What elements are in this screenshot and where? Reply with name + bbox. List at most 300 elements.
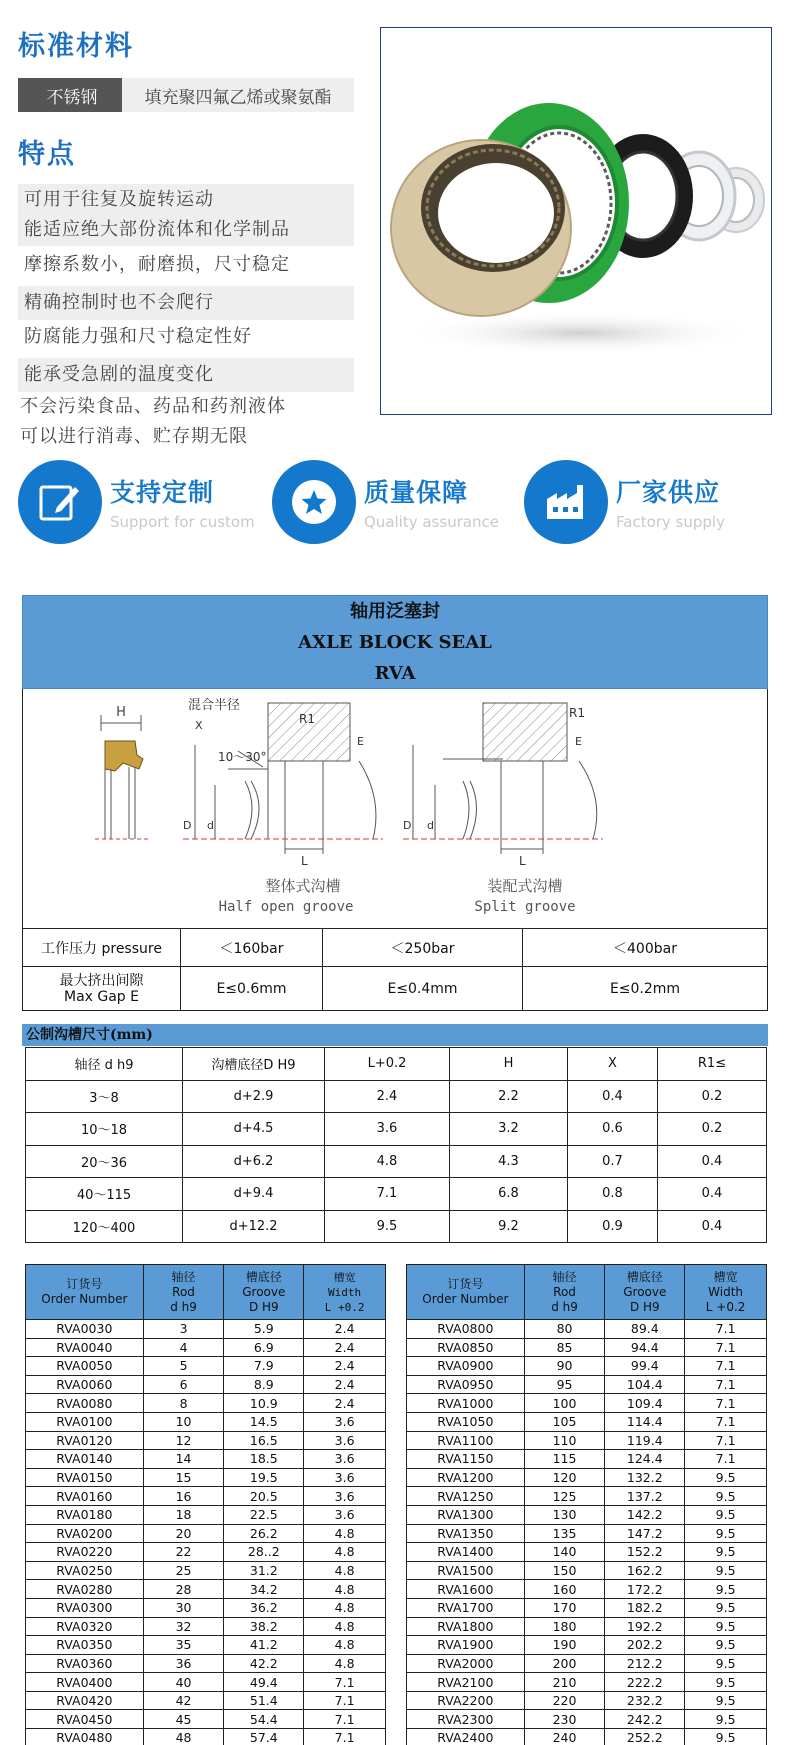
table-cell: 109.4 bbox=[605, 1394, 685, 1413]
table-row bbox=[26, 1636, 386, 1655]
header-line: Width bbox=[708, 1284, 744, 1299]
table-cell: 45 bbox=[143, 1710, 224, 1729]
table-cell: 120 bbox=[524, 1468, 605, 1487]
seal-rings-image bbox=[381, 28, 772, 415]
table-row bbox=[407, 1710, 767, 1729]
table-cell: 3.6 bbox=[304, 1450, 386, 1469]
header-line: 槽底径 bbox=[245, 1269, 282, 1284]
feature-item: 可用于往复及旋转运动 bbox=[24, 189, 214, 210]
table-cell: 2.4 bbox=[304, 1338, 386, 1357]
table-cell: 7.1 bbox=[304, 1691, 386, 1710]
table-row bbox=[407, 1673, 767, 1692]
header-line: Groove bbox=[623, 1284, 667, 1299]
table-row bbox=[407, 1561, 767, 1580]
label-d-upper-right: D bbox=[403, 819, 412, 832]
table-cell: 9.5 bbox=[685, 1617, 767, 1636]
column-header-order-number bbox=[26, 1265, 144, 1320]
table-cell: 2.4 bbox=[304, 1375, 386, 1394]
table-cell: 4.8 bbox=[304, 1524, 386, 1543]
label-h: H bbox=[116, 705, 126, 720]
label-l-right: L bbox=[519, 854, 526, 868]
column-header-width bbox=[304, 1265, 386, 1320]
column-header: X bbox=[568, 1048, 658, 1081]
table-row bbox=[26, 1561, 386, 1580]
table-cell: 0.4 bbox=[658, 1178, 767, 1211]
table-cell: 32 bbox=[143, 1617, 224, 1636]
table-cell: 4.8 bbox=[304, 1654, 386, 1673]
order-number-cell: RVA2100 bbox=[407, 1673, 525, 1692]
table-row bbox=[407, 1654, 767, 1673]
table-cell: 0.7 bbox=[568, 1145, 658, 1178]
groove1-name-cn: 整体式沟槽 bbox=[265, 877, 341, 895]
table-cell: 38.2 bbox=[224, 1617, 304, 1636]
table-cell: 90 bbox=[524, 1357, 605, 1376]
order-number-cell: RVA2400 bbox=[407, 1729, 525, 1745]
seal-title-en: AXLE BLOCK SEAL bbox=[298, 632, 492, 653]
table-cell: d+12.2 bbox=[183, 1210, 325, 1243]
table-cell: 9.5 bbox=[685, 1505, 767, 1524]
label-e-right: E bbox=[575, 735, 582, 748]
table-row bbox=[26, 1710, 386, 1729]
order-number-cell: RVA1350 bbox=[407, 1524, 525, 1543]
table-cell: 25 bbox=[143, 1561, 224, 1580]
table-row bbox=[26, 1338, 386, 1357]
order-number-cell: RVA1300 bbox=[407, 1505, 525, 1524]
tan-ring bbox=[391, 140, 571, 316]
header-line: Order Number bbox=[422, 1292, 509, 1306]
header-line: d h9 bbox=[170, 1299, 197, 1314]
table-row bbox=[407, 1691, 767, 1710]
table-row bbox=[26, 1210, 767, 1243]
order-number-cell: RVA1100 bbox=[407, 1431, 525, 1450]
table-cell: 0.2 bbox=[658, 1113, 767, 1146]
table-cell: 3.6 bbox=[325, 1113, 450, 1146]
feature-group-5 bbox=[18, 358, 354, 392]
table-cell: 9.5 bbox=[685, 1636, 767, 1655]
order-number-cell: RVA1200 bbox=[407, 1468, 525, 1487]
table-cell: 7.1 bbox=[685, 1320, 767, 1339]
table-cell: 4 bbox=[143, 1338, 224, 1357]
column-header: H bbox=[450, 1048, 568, 1081]
badge-quality-subtitle: Quality assurance bbox=[364, 513, 500, 531]
table-cell: 94.4 bbox=[605, 1338, 685, 1357]
header-line: 订货号 bbox=[447, 1277, 484, 1291]
header-line: L +0.2 bbox=[324, 1300, 365, 1314]
table-row bbox=[407, 1375, 767, 1394]
badge-quality bbox=[272, 460, 499, 544]
table-cell: 7.1 bbox=[685, 1431, 767, 1450]
table-cell: 9.5 bbox=[685, 1487, 767, 1506]
table-row bbox=[407, 1320, 767, 1339]
table-cell: 0.8 bbox=[568, 1178, 658, 1211]
header-line: D H9 bbox=[248, 1299, 279, 1314]
badge-factory bbox=[524, 460, 725, 544]
label-d-lower-right: d bbox=[427, 819, 434, 832]
badge-quality-title: 质量保障 bbox=[364, 478, 469, 507]
table-row bbox=[407, 1338, 767, 1357]
header-line: Rod bbox=[553, 1284, 576, 1299]
order-table-left bbox=[25, 1264, 386, 1745]
table-cell: d+9.4 bbox=[183, 1178, 325, 1211]
column-header: R1≤ bbox=[658, 1048, 767, 1081]
table-cell: 0.2 bbox=[658, 1080, 767, 1113]
table-cell: 99.4 bbox=[605, 1357, 685, 1376]
table-cell: 105 bbox=[524, 1412, 605, 1431]
table-cell: 26.2 bbox=[224, 1524, 304, 1543]
header-line: Order Number bbox=[41, 1292, 128, 1306]
table-cell: 30 bbox=[143, 1598, 224, 1617]
table-cell: 80 bbox=[524, 1320, 605, 1339]
order-number-cell: RVA0220 bbox=[26, 1543, 144, 1562]
table-cell: 9.5 bbox=[685, 1691, 767, 1710]
table-cell: 3.6 bbox=[304, 1487, 386, 1506]
table-cell: 160 bbox=[524, 1580, 605, 1599]
pressure-value: ＜250bar bbox=[323, 929, 523, 967]
order-number-cell: RVA1500 bbox=[407, 1561, 525, 1580]
table-cell: 2.4 bbox=[304, 1394, 386, 1413]
order-number-cell: RVA0140 bbox=[26, 1450, 144, 1469]
order-number-cell: RVA0040 bbox=[26, 1338, 144, 1357]
table-cell: 57.4 bbox=[224, 1729, 304, 1745]
table-row bbox=[26, 1113, 767, 1146]
header-line: d h9 bbox=[551, 1299, 578, 1314]
table-header-row bbox=[407, 1265, 767, 1320]
table-cell: 4.8 bbox=[304, 1580, 386, 1599]
table-row bbox=[407, 1450, 767, 1469]
table-cell: 28..2 bbox=[224, 1543, 304, 1562]
table-cell: 4.8 bbox=[304, 1543, 386, 1562]
order-number-cell: RVA1900 bbox=[407, 1636, 525, 1655]
table-cell: 16 bbox=[143, 1487, 224, 1506]
table-cell: 20～36 bbox=[26, 1145, 183, 1178]
table-cell: 10.9 bbox=[224, 1394, 304, 1413]
order-number-cell: RVA0200 bbox=[26, 1524, 144, 1543]
table-row bbox=[26, 1357, 386, 1376]
label-e-left: E bbox=[357, 735, 364, 748]
label-x: X bbox=[195, 719, 203, 732]
badge-factory-subtitle: Factory supply bbox=[616, 513, 725, 531]
order-number-cell: RVA2000 bbox=[407, 1654, 525, 1673]
gap-value: E≤0.4mm bbox=[323, 967, 523, 1011]
feature-item: 摩擦系数小，耐磨损，尺寸稳定 bbox=[24, 254, 290, 275]
header-line: L +0.2 bbox=[705, 1299, 746, 1314]
table-cell: 114.4 bbox=[605, 1412, 685, 1431]
order-number-cell: RVA1600 bbox=[407, 1580, 525, 1599]
table-row bbox=[407, 1636, 767, 1655]
label-d-upper-left: D bbox=[183, 819, 192, 832]
table-cell: 15 bbox=[143, 1468, 224, 1487]
table-cell: 7.1 bbox=[685, 1450, 767, 1469]
table-cell: 54.4 bbox=[224, 1710, 304, 1729]
table-cell: 3.6 bbox=[304, 1431, 386, 1450]
table-cell: 4.8 bbox=[304, 1617, 386, 1636]
table-row bbox=[407, 1543, 767, 1562]
badge-custom-subtitle: Support for custom bbox=[110, 513, 255, 531]
table-cell: 152.2 bbox=[605, 1543, 685, 1562]
feature-item: 能承受急剧的温度变化 bbox=[24, 364, 214, 385]
table-cell: 10～18 bbox=[26, 1113, 183, 1146]
order-table-left-body bbox=[26, 1320, 386, 1745]
order-number-cell: RVA0400 bbox=[26, 1673, 144, 1692]
table-cell: 7.1 bbox=[304, 1710, 386, 1729]
order-number-cell: RVA1700 bbox=[407, 1598, 525, 1617]
label-d-lower-left: d bbox=[207, 819, 214, 832]
table-row bbox=[407, 1524, 767, 1543]
order-table-right bbox=[406, 1264, 767, 1745]
order-number-cell: RVA0350 bbox=[26, 1636, 144, 1655]
table-row bbox=[26, 1691, 386, 1710]
table-cell: d+6.2 bbox=[183, 1145, 325, 1178]
table-cell: 220 bbox=[524, 1691, 605, 1710]
order-number-cell: RVA0280 bbox=[26, 1580, 144, 1599]
table-cell: 119.4 bbox=[605, 1431, 685, 1450]
feature-item: 能适应绝大部份流体和化学制品 bbox=[24, 219, 290, 240]
table-cell: 230 bbox=[524, 1710, 605, 1729]
table-cell: 124.4 bbox=[605, 1450, 685, 1469]
table-cell: 0.9 bbox=[568, 1210, 658, 1243]
table-cell: 240 bbox=[524, 1729, 605, 1745]
table-row bbox=[26, 1450, 386, 1469]
table-row bbox=[26, 1598, 386, 1617]
table-cell: 150 bbox=[524, 1561, 605, 1580]
table-cell: 147.2 bbox=[605, 1524, 685, 1543]
star-badge-icon bbox=[272, 460, 356, 544]
table-cell: 162.2 bbox=[605, 1561, 685, 1580]
table-row bbox=[26, 1468, 386, 1487]
order-number-cell: RVA1150 bbox=[407, 1450, 525, 1469]
header-line: 订货号 bbox=[66, 1277, 103, 1291]
table-cell: 9.5 bbox=[325, 1210, 450, 1243]
table-cell: 222.2 bbox=[605, 1673, 685, 1692]
table-cell: 22 bbox=[143, 1543, 224, 1562]
table-cell: 9.5 bbox=[685, 1543, 767, 1562]
table-cell: 36.2 bbox=[224, 1598, 304, 1617]
table-cell: 2.4 bbox=[304, 1357, 386, 1376]
order-number-cell: RVA0050 bbox=[26, 1357, 144, 1376]
table-cell: 49.4 bbox=[224, 1673, 304, 1692]
order-number-cell: RVA0180 bbox=[26, 1505, 144, 1524]
table-row bbox=[407, 1580, 767, 1599]
features-title: 特点 bbox=[18, 139, 76, 170]
table-cell: 9.5 bbox=[685, 1654, 767, 1673]
badge-factory-title: 厂家供应 bbox=[616, 478, 721, 507]
column-header: 轴径 d h9 bbox=[26, 1048, 183, 1081]
feature-group-6 bbox=[18, 392, 354, 452]
table-cell: 8.9 bbox=[224, 1375, 304, 1394]
label-r1-right: R1 bbox=[569, 706, 585, 720]
table-cell: 5 bbox=[143, 1357, 224, 1376]
product-photo bbox=[380, 27, 772, 415]
table-row bbox=[26, 1729, 386, 1745]
table-cell: 14.5 bbox=[224, 1412, 304, 1431]
order-number-cell: RVA1800 bbox=[407, 1617, 525, 1636]
table-cell: 20.5 bbox=[224, 1487, 304, 1506]
table-cell: 85 bbox=[524, 1338, 605, 1357]
table-row bbox=[23, 967, 768, 1011]
material-stainless-steel: 不锈钢 bbox=[18, 78, 126, 112]
table-row bbox=[26, 1431, 386, 1450]
table-header-row bbox=[26, 1048, 767, 1081]
table-cell: 4.8 bbox=[304, 1598, 386, 1617]
groove2-name-en: Split groove bbox=[474, 899, 576, 915]
badge-custom-title: 支持定制 bbox=[110, 478, 215, 507]
table-cell: 89.4 bbox=[605, 1320, 685, 1339]
order-number-cell: RVA2200 bbox=[407, 1691, 525, 1710]
table-cell: 232.2 bbox=[605, 1691, 685, 1710]
table-cell: 110 bbox=[524, 1431, 605, 1450]
table-row bbox=[26, 1320, 386, 1339]
table-cell: 6.9 bbox=[224, 1338, 304, 1357]
metric-table-title: 公制沟槽尺寸(mm) bbox=[22, 1024, 768, 1046]
table-row bbox=[26, 1394, 386, 1413]
table-cell: 182.2 bbox=[605, 1598, 685, 1617]
table-row bbox=[26, 1080, 767, 1113]
table-cell: 192.2 bbox=[605, 1617, 685, 1636]
table-header-row bbox=[26, 1265, 386, 1320]
column-header-groove bbox=[224, 1265, 304, 1320]
table-cell: 48 bbox=[143, 1729, 224, 1745]
seal-model: RVA bbox=[374, 663, 416, 684]
column-header: L+0.2 bbox=[325, 1048, 450, 1081]
header-line: 槽宽 bbox=[333, 1270, 356, 1284]
table-cell: 9.5 bbox=[685, 1673, 767, 1692]
table-row bbox=[407, 1468, 767, 1487]
table-cell: 137.2 bbox=[605, 1487, 685, 1506]
table-cell: 2.4 bbox=[325, 1080, 450, 1113]
table-cell: 190 bbox=[524, 1636, 605, 1655]
order-number-cell: RVA1400 bbox=[407, 1543, 525, 1562]
table-cell: 22.5 bbox=[224, 1505, 304, 1524]
label-mixed-radius: 混合半径 bbox=[188, 698, 241, 713]
metric-table bbox=[25, 1047, 767, 1243]
order-number-cell: RVA0850 bbox=[407, 1338, 525, 1357]
groove-diagram bbox=[23, 689, 769, 929]
seal-cross-section bbox=[95, 715, 148, 839]
table-row bbox=[26, 1543, 386, 1562]
table-row bbox=[407, 1487, 767, 1506]
table-cell: 42 bbox=[143, 1691, 224, 1710]
table-cell: d+4.5 bbox=[183, 1113, 325, 1146]
order-number-cell: RVA0080 bbox=[26, 1394, 144, 1413]
table-cell: 40～115 bbox=[26, 1178, 183, 1211]
table-row bbox=[26, 1524, 386, 1543]
pressure-label: 工作压力 pressure bbox=[23, 929, 181, 967]
table-cell: 3～8 bbox=[26, 1080, 183, 1113]
table-cell: 172.2 bbox=[605, 1580, 685, 1599]
materials-title: 标准材料 bbox=[18, 31, 134, 62]
table-cell: 18 bbox=[143, 1505, 224, 1524]
table-cell: 2.2 bbox=[450, 1080, 568, 1113]
table-cell: 0.4 bbox=[568, 1080, 658, 1113]
table-row bbox=[26, 1145, 767, 1178]
table-cell: 5.9 bbox=[224, 1320, 304, 1339]
table-row bbox=[26, 1375, 386, 1394]
table-cell: 210 bbox=[524, 1673, 605, 1692]
gap-label-en: Max Gap E bbox=[63, 988, 139, 1005]
table-cell: 7.1 bbox=[685, 1338, 767, 1357]
table-cell: 9.5 bbox=[685, 1710, 767, 1729]
order-number-cell: RVA0950 bbox=[407, 1375, 525, 1394]
table-cell: 2.4 bbox=[304, 1320, 386, 1339]
groove-drawing bbox=[22, 689, 768, 929]
header-line: 槽宽 bbox=[713, 1269, 738, 1284]
label-r1-left: R1 bbox=[299, 712, 315, 726]
table-row bbox=[407, 1431, 767, 1450]
gap-value: E≤0.2mm bbox=[523, 967, 768, 1011]
table-row bbox=[26, 1505, 386, 1524]
table-cell: 34.2 bbox=[224, 1580, 304, 1599]
order-number-cell: RVA1000 bbox=[407, 1394, 525, 1413]
table-cell: 115 bbox=[524, 1450, 605, 1469]
groove2-name-cn: 装配式沟槽 bbox=[487, 877, 563, 895]
table-cell: 3.2 bbox=[450, 1113, 568, 1146]
table-cell: 7.1 bbox=[685, 1412, 767, 1431]
column-header-order-number bbox=[407, 1265, 525, 1320]
feature-item: 精确控制时也不会爬行 bbox=[24, 292, 214, 313]
table-row bbox=[26, 1487, 386, 1506]
factory-icon bbox=[524, 460, 608, 544]
table-row bbox=[407, 1357, 767, 1376]
gap-label-cn: 最大挤出间隙 bbox=[59, 972, 144, 989]
order-number-cell: RVA0360 bbox=[26, 1654, 144, 1673]
column-header-width bbox=[685, 1265, 767, 1320]
pressure-value: ＜160bar bbox=[181, 929, 323, 967]
header-line: 轴径 bbox=[171, 1269, 196, 1284]
header-line: Width bbox=[328, 1285, 362, 1299]
table-cell: 104.4 bbox=[605, 1375, 685, 1394]
pressure-table bbox=[22, 928, 768, 1011]
table-cell: 7.1 bbox=[304, 1729, 386, 1745]
table-cell: 9.2 bbox=[450, 1210, 568, 1243]
feature-group-1 bbox=[18, 184, 354, 246]
table-cell: 4.8 bbox=[325, 1145, 450, 1178]
header-line: 槽底径 bbox=[626, 1269, 663, 1284]
table-cell: 3.6 bbox=[304, 1468, 386, 1487]
order-number-cell: RVA0100 bbox=[26, 1412, 144, 1431]
table-cell: 3.6 bbox=[304, 1412, 386, 1431]
table-row bbox=[407, 1412, 767, 1431]
material-ptfe: 填充聚四氟乙烯或聚氨酯 bbox=[122, 78, 354, 112]
column-header: 沟槽底径D H9 bbox=[183, 1048, 325, 1081]
table-cell: 3.6 bbox=[304, 1505, 386, 1524]
table-cell: 170 bbox=[524, 1598, 605, 1617]
table-cell: 95 bbox=[524, 1375, 605, 1394]
table-cell: 180 bbox=[524, 1617, 605, 1636]
table-row bbox=[407, 1729, 767, 1745]
table-cell: 0.4 bbox=[658, 1210, 767, 1243]
order-number-cell: RVA0030 bbox=[26, 1320, 144, 1339]
table-cell: 142.2 bbox=[605, 1505, 685, 1524]
table-cell: 42.2 bbox=[224, 1654, 304, 1673]
order-number-cell: RVA0900 bbox=[407, 1357, 525, 1376]
table-row bbox=[26, 1412, 386, 1431]
table-cell: 9.5 bbox=[685, 1524, 767, 1543]
order-number-cell: RVA1250 bbox=[407, 1487, 525, 1506]
table-row bbox=[407, 1598, 767, 1617]
table-cell: 202.2 bbox=[605, 1636, 685, 1655]
order-number-cell: RVA0320 bbox=[26, 1617, 144, 1636]
table-cell: 140 bbox=[524, 1543, 605, 1562]
table-cell: 0.4 bbox=[658, 1145, 767, 1178]
order-number-cell: RVA0480 bbox=[26, 1729, 144, 1745]
table-cell: 212.2 bbox=[605, 1654, 685, 1673]
feature-item: 防腐能力强和尺寸稳定性好 bbox=[24, 326, 252, 347]
column-header-rod bbox=[524, 1265, 605, 1320]
order-number-cell: RVA0420 bbox=[26, 1691, 144, 1710]
seal-header bbox=[22, 595, 768, 689]
table-row bbox=[23, 929, 768, 967]
groove1-name-en: Half open groove bbox=[218, 899, 354, 915]
